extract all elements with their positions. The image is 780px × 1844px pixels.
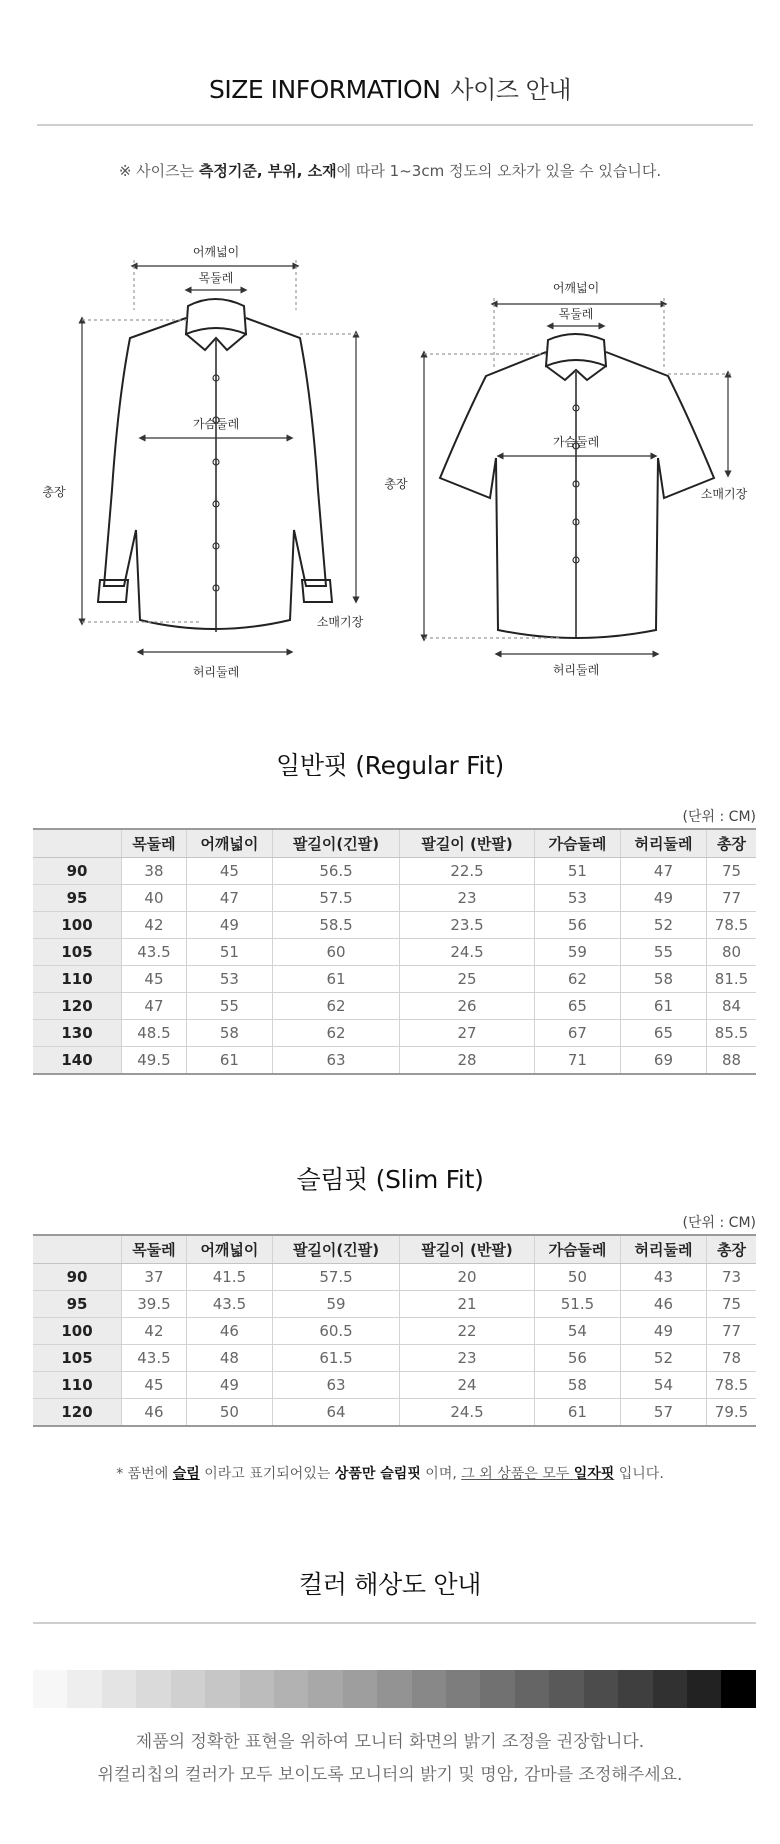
value-cell: 59 [534,939,620,966]
value-cell: 75 [706,858,756,885]
slim-size-table [33,1234,756,1427]
color-guide-title: 컬러 해상도 안내 [298,1570,482,1599]
value-cell: 40 [122,885,187,912]
value-cell: 56 [534,1345,620,1372]
size-label-cell: 95 [33,885,122,912]
value-cell: 37 [122,1264,187,1291]
value-cell: 45 [122,1372,187,1399]
size-label-cell: 100 [33,912,122,939]
regular-unit: (단위 : CM) [682,809,756,825]
header-cell: 가슴둘레 [534,1235,620,1264]
value-cell: 60 [272,939,399,966]
value-cell: 46 [620,1291,706,1318]
value-cell: 58 [620,966,706,993]
value-cell: 45 [186,858,272,885]
header-cell: 팔길이(긴팔) [272,829,399,858]
value-cell: 23 [400,1345,535,1372]
short-length-label: 총장 [384,477,408,491]
value-cell: 59 [272,1291,399,1318]
value-cell: 50 [186,1399,272,1427]
title-english: SIZE INFORMATION [209,75,441,104]
gray-swatch [136,1670,170,1708]
size-label-cell: 120 [33,1399,122,1427]
value-cell: 79.5 [706,1399,756,1427]
regular-fit-title: 일반핏 (Regular Fit) [276,751,504,780]
short-waist-label: 허리둘레 [552,663,600,677]
short-sleeve-label: 소매기장 [700,487,748,501]
gray-swatch [33,1670,67,1708]
value-cell: 43.5 [186,1291,272,1318]
gray-swatch [377,1670,411,1708]
size-label-cell: 105 [33,939,122,966]
header-cell: 목둘레 [122,1235,187,1264]
value-cell: 63 [272,1372,399,1399]
table-row [33,858,756,885]
value-cell: 62 [272,1020,399,1047]
size-label-cell: 90 [33,858,122,885]
header-divider [37,124,753,126]
gray-swatch [721,1670,755,1708]
value-cell: 57.5 [272,1264,399,1291]
value-cell: 49.5 [122,1047,187,1075]
table-row [33,1399,756,1427]
gray-swatch [274,1670,308,1708]
value-cell: 62 [534,966,620,993]
value-cell: 26 [400,993,535,1020]
size-label-cell: 100 [33,1318,122,1345]
table-row [33,993,756,1020]
long-chest-label: 가슴둘레 [192,417,240,431]
gray-swatch [687,1670,721,1708]
value-cell: 49 [620,1318,706,1345]
slim-fit-note: * 품번에 슬림 이라고 표기되어있는 상품만 슬림핏 이며, 그 외 상품은 모두 일자핏 입니다. [116,1466,664,1482]
value-cell: 56 [534,912,620,939]
value-cell: 50 [534,1264,620,1291]
value-cell: 21 [400,1291,535,1318]
gray-swatch [102,1670,136,1708]
value-cell: 64 [272,1399,399,1427]
value-cell: 53 [186,966,272,993]
size-label-cell: 130 [33,1020,122,1047]
gray-swatch [308,1670,342,1708]
value-cell: 48 [186,1345,272,1372]
short-shirt-measure-lines [424,298,732,654]
size-label-cell: 95 [33,1291,122,1318]
value-cell: 57.5 [272,885,399,912]
value-cell: 78.5 [706,1372,756,1399]
gray-swatch [480,1670,514,1708]
value-cell: 78 [706,1345,756,1372]
header-cell: 팔길이(긴팔) [272,1235,399,1264]
value-cell: 45 [122,966,187,993]
header-cell: 팔길이 (반팔) [400,1235,535,1264]
value-cell: 38 [122,858,187,885]
color-divider [33,1622,756,1624]
long-length-label: 총장 [42,485,66,499]
value-cell: 48.5 [122,1020,187,1047]
long-sleeve-label: 소매기장 [316,615,364,629]
long-sleeve-shirt-illustration [98,299,332,632]
value-cell: 58 [186,1020,272,1047]
value-cell: 73 [706,1264,756,1291]
value-cell: 47 [122,993,187,1020]
size-label-cell: 140 [33,1047,122,1075]
regular-size-table [33,828,756,1075]
header-cell: 어깨넓이 [186,1235,272,1264]
value-cell: 54 [534,1318,620,1345]
header-cell: 어깨넓이 [186,829,272,858]
long-shoulder-label: 어깨넓이 [192,245,240,259]
long-shirt-measure-lines [82,260,360,652]
gray-swatch [618,1670,652,1708]
grayscale-swatch-bar [33,1670,756,1708]
value-cell: 23 [400,885,535,912]
size-label-cell: 110 [33,1372,122,1399]
value-cell: 61.5 [272,1345,399,1372]
value-cell: 46 [186,1318,272,1345]
table-row [33,912,756,939]
value-cell: 51.5 [534,1291,620,1318]
value-cell: 47 [620,858,706,885]
header-cell: 총장 [706,1235,756,1264]
slim-unit: (단위 : CM) [682,1215,756,1231]
value-cell: 84 [706,993,756,1020]
short-chest-label: 가슴둘레 [552,435,600,449]
value-cell: 24 [400,1372,535,1399]
value-cell: 55 [620,939,706,966]
value-cell: 60.5 [272,1318,399,1345]
value-cell: 27 [400,1020,535,1047]
value-cell: 24.5 [400,1399,535,1427]
value-cell: 43 [620,1264,706,1291]
long-neck-label: 목둘레 [198,271,234,285]
gray-swatch [240,1670,274,1708]
size-label-cell: 90 [33,1264,122,1291]
value-cell: 20 [400,1264,535,1291]
table-row [33,1318,756,1345]
header-cell: 가슴둘레 [534,829,620,858]
header-cell: 총장 [706,829,756,858]
size-label-cell: 120 [33,993,122,1020]
value-cell: 55 [186,993,272,1020]
header-cell: 팔길이 (반팔) [400,829,535,858]
gray-swatch [584,1670,618,1708]
table-row [33,1020,756,1047]
value-cell: 43.5 [122,939,187,966]
color-guide-line1: 제품의 정확한 표현을 위하여 모니터 화면의 밝기 조정을 권장합니다. [135,1732,645,1752]
size-label-cell: 110 [33,966,122,993]
header-cell: 목둘레 [122,829,187,858]
value-cell: 67 [534,1020,620,1047]
header-size-corner [33,1235,122,1264]
value-cell: 25 [400,966,535,993]
value-cell: 69 [620,1047,706,1075]
table-row [33,885,756,912]
value-cell: 65 [534,993,620,1020]
gray-swatch [412,1670,446,1708]
value-cell: 28 [400,1047,535,1075]
value-cell: 85.5 [706,1020,756,1047]
note-bold: 측정기준, 부위, 소재 [198,162,337,180]
value-cell: 43.5 [122,1345,187,1372]
value-cell: 39.5 [122,1291,187,1318]
value-cell: 71 [534,1047,620,1075]
value-cell: 42 [122,1318,187,1345]
long-waist-label: 허리둘레 [192,665,240,679]
value-cell: 22.5 [400,858,535,885]
value-cell: 78.5 [706,912,756,939]
table-header-row [33,829,756,858]
page-title [0,70,780,105]
value-cell: 54 [620,1372,706,1399]
gray-swatch [653,1670,687,1708]
value-cell: 58.5 [272,912,399,939]
value-cell: 81.5 [706,966,756,993]
gray-swatch [343,1670,377,1708]
header-size-corner [33,829,122,858]
value-cell: 41.5 [186,1264,272,1291]
table-row [33,1264,756,1291]
value-cell: 58 [534,1372,620,1399]
value-cell: 80 [706,939,756,966]
value-cell: 42 [122,912,187,939]
value-cell: 63 [272,1047,399,1075]
short-shoulder-label: 어깨넓이 [552,281,600,295]
shirt-diagram [0,230,780,690]
value-cell: 51 [534,858,620,885]
value-cell: 22 [400,1318,535,1345]
table-row [33,1345,756,1372]
table-header-row [33,1235,756,1264]
short-neck-label: 목둘레 [558,307,594,321]
gray-swatch [205,1670,239,1708]
value-cell: 88 [706,1047,756,1075]
title-korean: 사이즈 안내 [450,76,571,104]
value-cell: 49 [186,912,272,939]
short-sleeve-shirt-illustration [440,334,714,638]
value-cell: 52 [620,912,706,939]
note-prefix: ※ 사이즈는 [118,162,199,180]
table-row [33,1372,756,1399]
value-cell: 49 [186,1372,272,1399]
gray-swatch [515,1670,549,1708]
value-cell: 65 [620,1020,706,1047]
slim-fit-title: 슬림핏 (Slim Fit) [296,1165,484,1194]
gray-swatch [67,1670,101,1708]
gray-swatch [549,1670,583,1708]
value-cell: 77 [706,1318,756,1345]
table-row [33,1047,756,1075]
value-cell: 75 [706,1291,756,1318]
note-suffix: 에 따라 1~3cm 정도의 오차가 있을 수 있습니다. [336,162,662,180]
size-label-cell: 105 [33,1345,122,1372]
value-cell: 61 [534,1399,620,1427]
value-cell: 61 [272,966,399,993]
color-guide-line2: 위컬리칩의 컬러가 모두 보이도록 모니터의 밝기 및 명암, 감마를 조정해주세요. [97,1765,683,1785]
value-cell: 53 [534,885,620,912]
value-cell: 61 [620,993,706,1020]
header-cell: 허리둘레 [620,1235,706,1264]
value-cell: 57 [620,1399,706,1427]
header-cell: 허리둘레 [620,829,706,858]
table-row [33,939,756,966]
gray-swatch [171,1670,205,1708]
value-cell: 51 [186,939,272,966]
value-cell: 56.5 [272,858,399,885]
value-cell: 46 [122,1399,187,1427]
value-cell: 77 [706,885,756,912]
value-cell: 61 [186,1047,272,1075]
measurement-note [0,160,780,181]
value-cell: 52 [620,1345,706,1372]
table-row [33,1291,756,1318]
table-row [33,966,756,993]
value-cell: 49 [620,885,706,912]
value-cell: 23.5 [400,912,535,939]
value-cell: 62 [272,993,399,1020]
value-cell: 24.5 [400,939,535,966]
value-cell: 47 [186,885,272,912]
gray-swatch [446,1670,480,1708]
